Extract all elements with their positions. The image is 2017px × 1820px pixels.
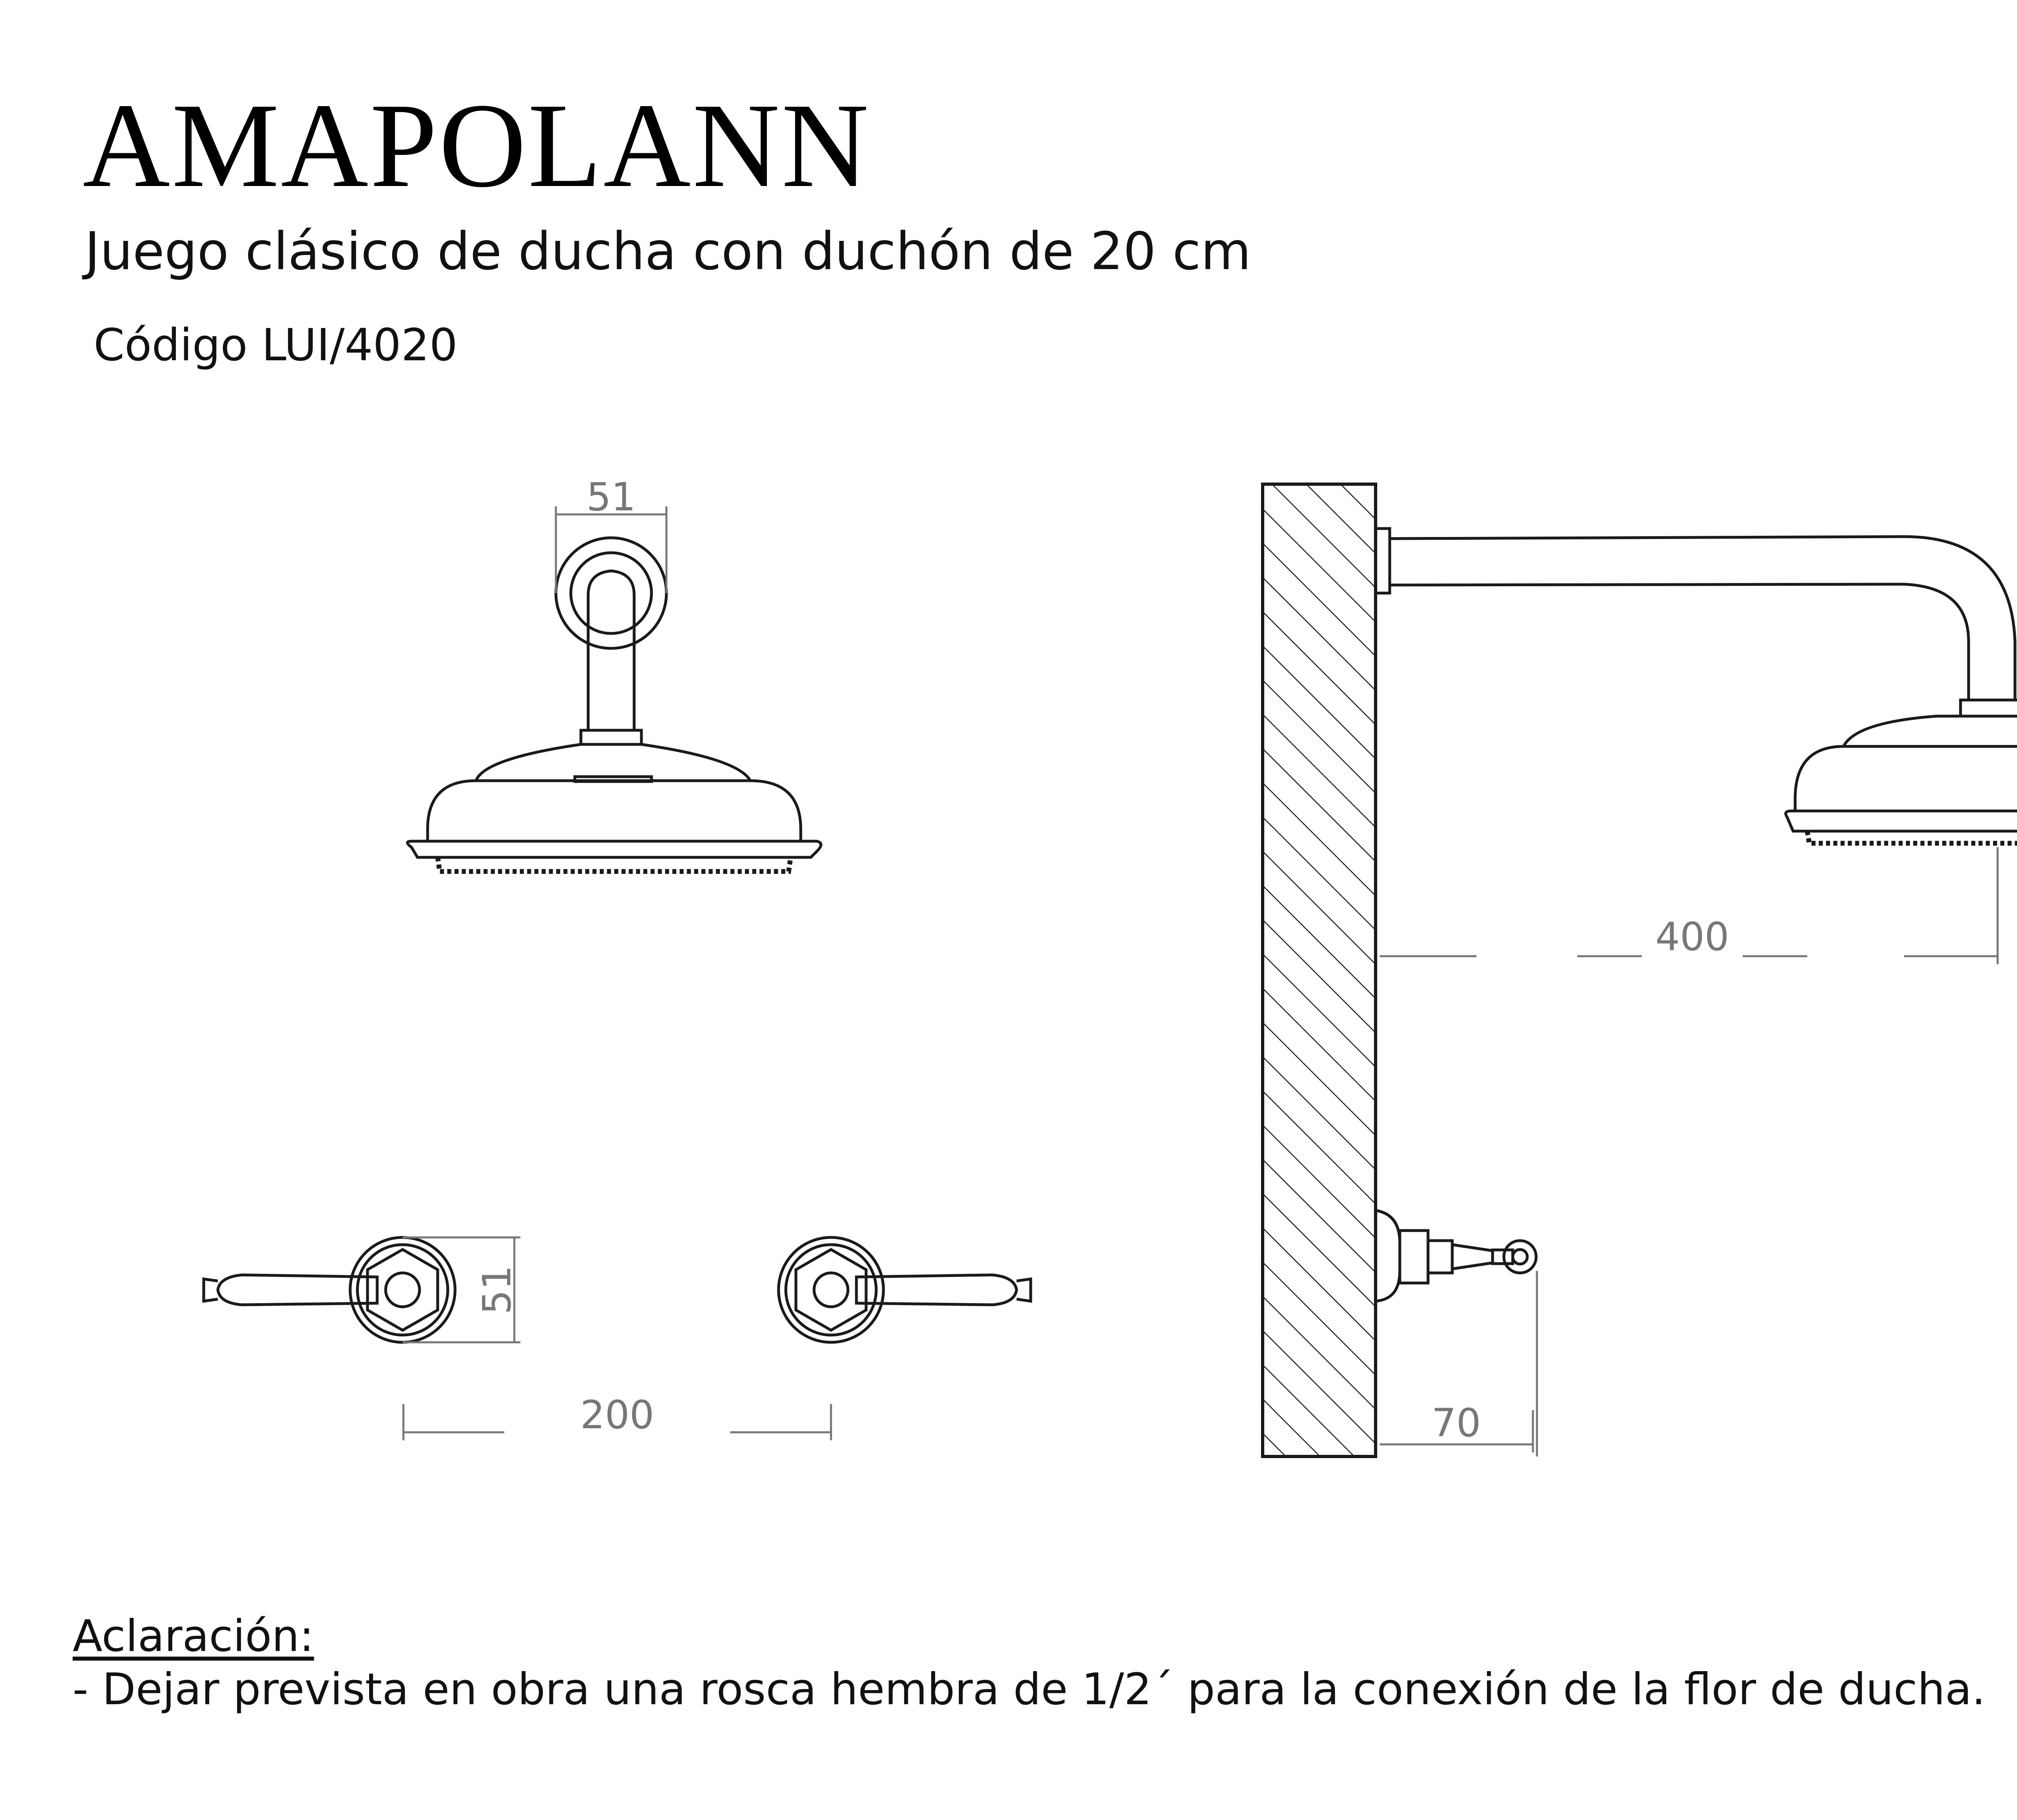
right-valve-handle xyxy=(856,1275,1017,1305)
dim-valve-diameter-label: 51 xyxy=(474,1265,520,1315)
brand-logo: AMAPOLANN xyxy=(83,78,871,212)
side-view-valve xyxy=(1376,1210,1536,1301)
left-valve-handle xyxy=(218,1275,377,1305)
dim-valve-spacing-label: 200 xyxy=(580,1392,654,1438)
side-view-shower xyxy=(1376,529,2017,843)
shower-arm-side xyxy=(1390,537,2015,700)
clarification-title: Aclaración: xyxy=(73,1611,314,1661)
left-valve xyxy=(204,1237,455,1342)
shower-head-side xyxy=(1844,716,2017,746)
dim-flange-width-label: 51 xyxy=(586,474,636,520)
product-code: Código LUI/4020 xyxy=(94,319,458,371)
product-title: Juego clásico de ducha con duchón de 20 cm xyxy=(85,221,1251,282)
right-valve xyxy=(779,1237,1031,1342)
front-view-shower xyxy=(407,538,821,871)
wall-section xyxy=(1263,484,1376,1456)
dim-arm-projection-label: 400 xyxy=(1655,914,1729,959)
clarification-note xyxy=(73,1610,1986,1716)
dim-valve-projection-label: 70 xyxy=(1431,1400,1481,1446)
wall-flange xyxy=(556,538,666,648)
shower-arm-front xyxy=(588,571,634,730)
clarification-text: - Dejar prevista en obra una rosca hembra de 1/2´ para la conexión de la flor de ducha. xyxy=(73,1664,1986,1715)
